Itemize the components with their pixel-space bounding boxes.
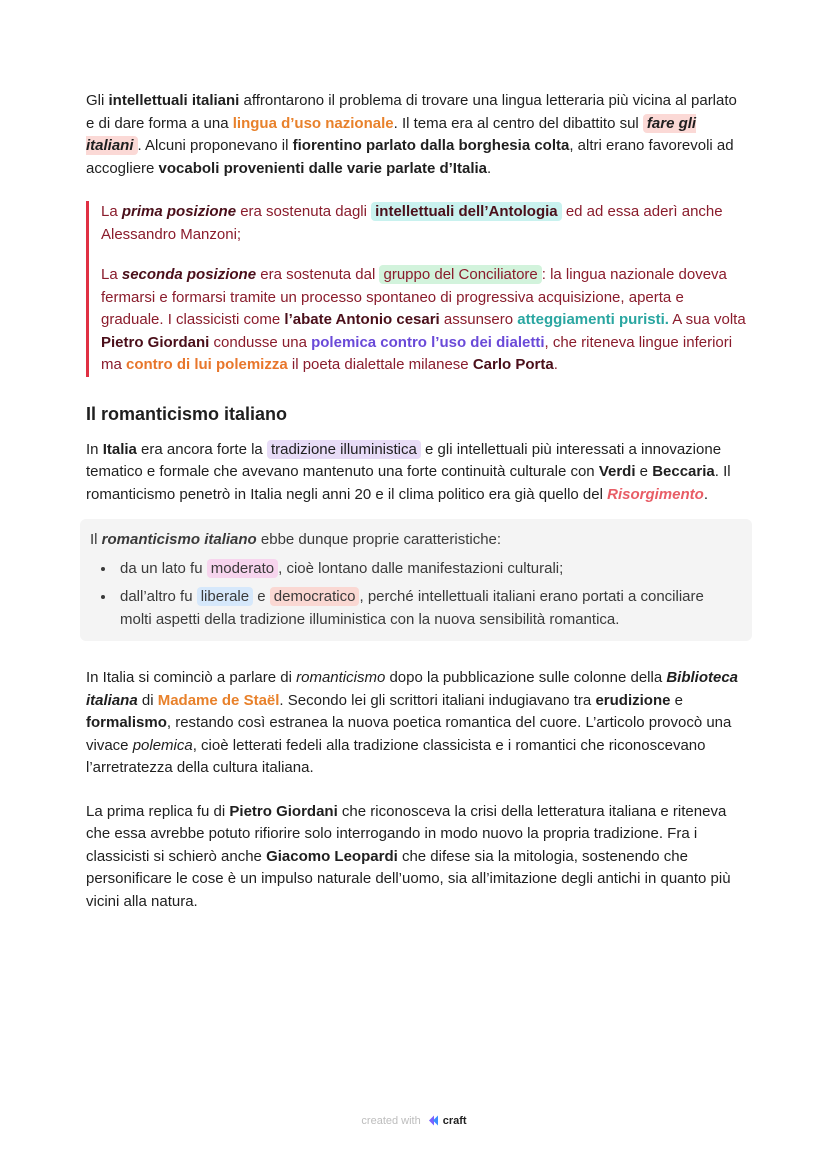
text: In Italia si cominciò a parlare di [86,669,297,686]
text: La prima replica fu di [86,802,230,820]
italic-term: polemica [132,736,193,754]
bold-term: Beccaria [652,463,715,480]
bold-term: Italia [102,440,137,458]
bold-italic-term: romanticismo italiano [101,531,257,548]
craft-brand-label: craft [442,1114,467,1127]
highlight-term: moderato [207,559,278,578]
colored-term: Risorgimento [607,485,704,503]
text: era sostenuta dal [256,266,380,283]
colored-term: atteggiamenti puristi. [517,311,669,328]
text: . Il romanticismo penetrò in Italia negli anni 20 e il clima politico era già quello del [86,463,731,503]
text: , che riteneva lingue inferiori ma [101,333,733,373]
text: Il [90,531,102,548]
characteristics-list [90,558,734,632]
text: affrontarono il problema di trovare una lingua letteraria più vicina al parlato e di dare forma a una [86,92,737,132]
romanticism-paragraph [86,439,746,507]
text: ebbe dunque proprie caratteristiche: [256,531,502,548]
bold-term: Pietro Giordani [101,333,210,351]
bold-term: erudizione [595,691,671,709]
text: , restando così estranea la nuova poetica romantica del cuore. L’articolo provocò una vivace [86,714,732,754]
document-body [86,90,746,934]
list-item [116,586,734,631]
text: che riconosceva la crisi della letteratura italiana e riteneva che essa avrebbe potuto rifiorire solo interrogando in modo nuovo la propria tradizione. Fra i classicisti si schierò anche [86,802,727,865]
text: La [101,203,122,220]
text: . Il tema era al centro del dibattito sul [393,114,643,132]
highlight-term: gruppo del Conciliatore [379,265,541,284]
bold-term: formalismo [86,714,167,731]
text: . [703,485,708,503]
text: . Secondo lei gli scrittori italiani indugiavano tra [279,691,596,709]
craft-logo[interactable] [427,1114,467,1127]
bold-term: vocaboli provenienti dalle varie parlate d’Italia [158,159,487,177]
bold-italic-term: prima posizione [121,203,237,220]
callout-block [80,519,752,641]
colored-term: lingua d’uso nazionale [232,114,394,132]
text: In [86,440,103,458]
created-with-label: created with [361,1114,421,1127]
bold-term: Carlo Porta [472,356,554,373]
text: A sua volta [668,311,746,328]
text: e gli intellettuali più interessati a innovazione tematico e formale che avevano mantenuto una forte continuità culturale con [86,440,722,480]
intro-paragraph [86,90,746,180]
text: ed ad essa aderì anche Alessandro Manzoni; [101,203,723,243]
highlight-term: intellettuali dell’Antologia [371,202,562,221]
text: : la lingua nazionale doveva fermarsi e formarsi tramite un processo spontaneo di progressiva acquisizione, aperta e graduale. I classicisti come [101,266,727,328]
bold-term: intellettuali italiani [108,92,240,109]
text: . Alcuni proponevano il [137,137,293,154]
giordani-paragraph [86,801,746,914]
text: , altri erano favorevoli ad accogliere [86,137,734,177]
quote-paragraph-second [101,264,746,377]
text: e [635,463,653,480]
text: di [137,691,158,709]
text: e [670,691,683,709]
text: , cioè letterati fedeli alla tradizione classicista e i romantici che riconoscevano l’arretratezza della cultura italiana. [86,736,706,776]
bold-italic-term: Biblioteca italiana [86,669,739,709]
highlight-term: tradizione illuministica [267,440,421,459]
blockquote [86,201,746,377]
text: assunsero [439,311,518,328]
highlight-term: democratico [270,587,360,606]
bold-term: Verdi [598,463,636,480]
text: Gli [86,92,109,109]
text: da un lato fu [120,559,207,577]
craft-logo-icon [427,1114,440,1127]
text: , cioè lontano dalle manifestazioni culturali; [278,559,564,577]
text: era ancora forte la [136,440,267,458]
italic-term: romanticismo [296,669,386,686]
text: . [487,159,492,177]
text: che difese sia la mitologia, sostenendo che personificare le cose è un impulso naturale dell’uomo, sia all’imitazione degli antichi in quanto più vicini alla natura. [86,847,731,910]
colored-term: polemica contro l’uso dei dialetti [311,333,545,351]
quote-paragraph-first [101,201,746,246]
stael-paragraph [86,667,746,780]
section-heading: Il romanticismo italiano [86,403,288,424]
text: era sostenuta dagli [236,203,372,220]
bold-term: l’abate Antonio cesari [284,311,440,328]
colored-term: Madame de Staël [157,691,280,709]
bold-term: Pietro Giordani [229,802,338,820]
list-item [116,558,734,581]
highlight-term: fare gli italiani [86,114,697,154]
text: , perché intellettuali italiani erano portati a conciliare molti aspetti della tradizione illuministica con la nuova sensibilità romantica. [120,588,704,628]
text: condusse una [209,333,312,351]
bold-term: Giacomo Leopardi [266,847,398,865]
bold-italic-term: seconda posizione [121,266,257,283]
text: dall’altro fu [120,588,197,605]
text: dopo la pubblicazione sulle colonne della [385,669,667,686]
text: il poeta dialettale milanese [287,356,473,373]
footer [0,1114,828,1127]
highlight-term: liberale [197,587,253,606]
bold-term: fiorentino parlato dalla borghesia colta [292,137,570,154]
colored-term: contro di lui polemizza [126,356,288,373]
text: e [253,588,270,605]
text: . [553,356,558,373]
text: La [101,266,122,283]
callout-intro [90,529,734,552]
